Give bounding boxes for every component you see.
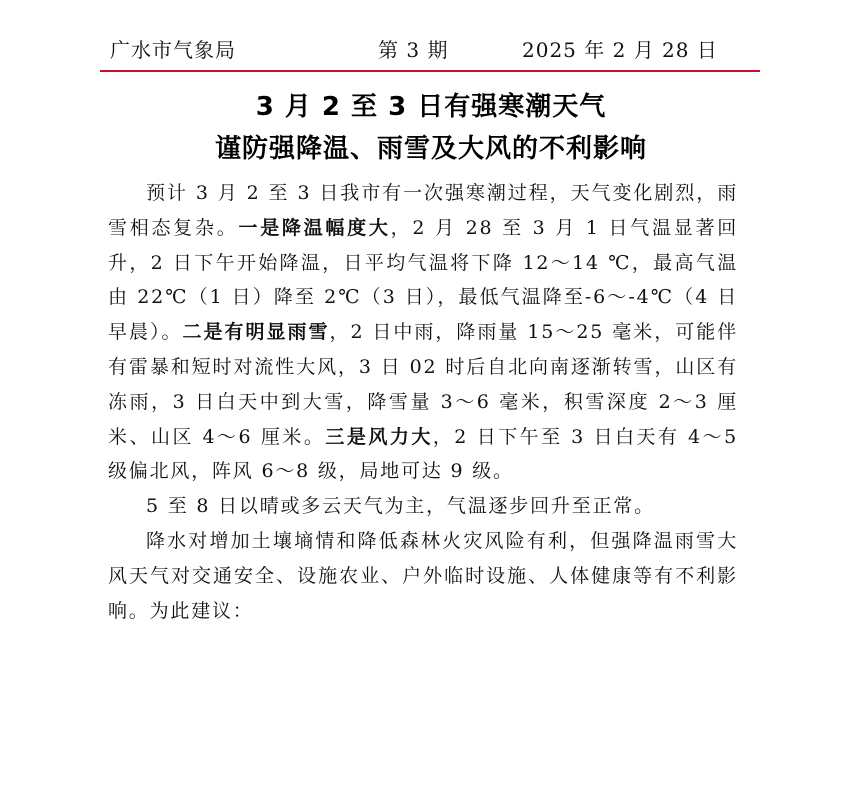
point1-text: ，2 月 28 至 3 月 1 日气温显著回升，2 日下午开始降温，日平均气温将下降 12～14 ℃，最高气温由 22℃（1 日）降至 2℃（3 日），最低气温降至-6～-4℃（4 日早晨）。	[108, 216, 738, 344]
forecast-intro: 预计 3 月 2 至 3 日我市有一次强寒潮过程，天气变化剧烈，雨雪相态复杂。	[108, 182, 738, 239]
document-body	[108, 176, 738, 628]
point2-heading: 二是有明显雨雪	[182, 321, 330, 344]
paragraph-outlook: 5 至 8 日以晴或多云天气为主，气温逐步回升至正常。	[146, 495, 655, 518]
issuer-name: 广水市气象局	[110, 38, 236, 62]
paragraph-impact: 降水对增加土壤墒情和降低森林火灾风险有利，但强降温雨雪大风天气对交通安全、设施农业、户外临时设施、人体健康等有不利影响。为此建议：	[108, 529, 738, 622]
issue-number: 第 3 期	[378, 38, 449, 62]
point3-heading: 三是风力大	[325, 425, 433, 448]
document-title-line2: 谨防强降温、雨雪及大风的不利影响	[214, 134, 647, 164]
document-title-line1: 3 月 2 至 3 日有强寒潮天气	[255, 92, 607, 122]
point3-text: ，2 日下午至 3 日白天有 4～5 级偏北风，阵风 6～8 级，局地可达 9 级。	[108, 425, 738, 483]
issue-date: 2025 年 2 月 28 日	[522, 38, 718, 62]
point2-text: ，2 日中雨，降雨量 15～25 毫米，可能伴有雷暴和短时对流性大风，3 日 02 时后自北向南逐渐转雪，山区有冻雨，3 日白天中到大雪，降雪量 3～6 毫米，积雪深度 2～3 厘米、山区 4～6 厘米。	[108, 321, 738, 448]
document-header	[110, 34, 760, 66]
header-divider	[100, 70, 760, 72]
paragraph-forecast	[108, 176, 738, 489]
point1-heading: 一是降温幅度大	[238, 216, 391, 239]
